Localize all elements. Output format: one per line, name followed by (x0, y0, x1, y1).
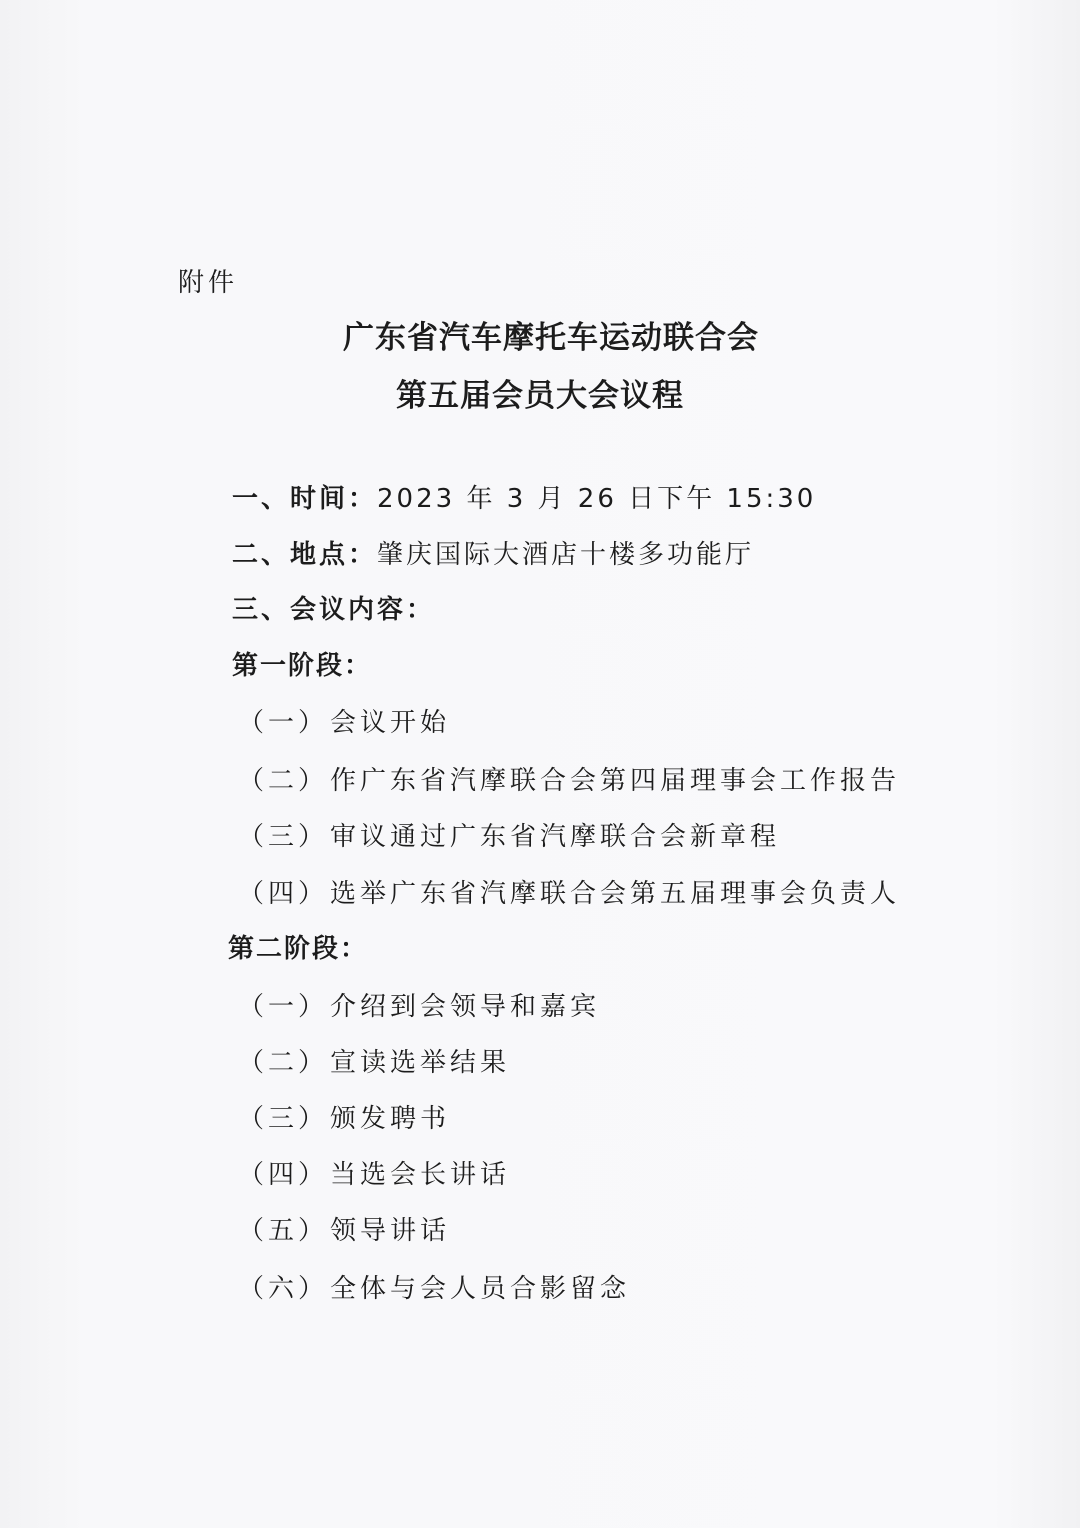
item-text: 作广东省汽摩联合会第四届理事会工作报告 (330, 766, 901, 796)
item-number: （三） (238, 822, 329, 852)
item-text: 全体与会人员合影留念 (330, 1274, 631, 1304)
meeting-time-label: 一、时间： (232, 484, 378, 514)
item-number: （四） (238, 1160, 329, 1190)
item-text: 宣读选举结果 (330, 1048, 511, 1078)
stage-1-item (238, 816, 780, 853)
meeting-content-label: 三、会议内容： (232, 595, 436, 625)
item-text: 选举广东省汽摩联合会第五届理事会负责人 (330, 879, 901, 909)
stage-1-item (238, 873, 900, 910)
item-number: （六） (238, 1274, 329, 1304)
meeting-time (232, 478, 816, 515)
item-text: 会议开始 (330, 708, 451, 738)
item-text: 介绍到会领导和嘉宾 (330, 992, 601, 1022)
meeting-time-value: 2023 年 3 月 26 日下午 15:30 (377, 484, 817, 514)
meeting-place-value: 肇庆国际大酒店十楼多功能厅 (377, 540, 755, 570)
stage-2-item (238, 1210, 450, 1247)
stage-2-item (238, 1268, 630, 1305)
item-text: 领导讲话 (330, 1216, 451, 1246)
stage-2-item (238, 1042, 510, 1079)
item-text: 当选会长讲话 (330, 1160, 511, 1190)
attachment-label: 附件 (178, 268, 239, 298)
item-number: （一） (238, 992, 329, 1022)
document-title-line-1: 广东省汽车摩托车运动联合会 (343, 320, 759, 356)
stage-2-item (238, 986, 600, 1023)
item-number: （五） (238, 1216, 329, 1246)
stage-1-item (238, 760, 900, 797)
item-text: 颁发聘书 (330, 1104, 451, 1134)
item-number: （二） (238, 766, 329, 796)
stage-2-item (238, 1098, 450, 1135)
meeting-place-label: 二、地点： (232, 540, 378, 570)
stage-2-heading: 第二阶段： (228, 934, 369, 964)
meeting-content-heading (232, 589, 435, 626)
stage-1-heading: 第一阶段： (232, 651, 373, 681)
item-number: （二） (238, 1048, 329, 1078)
document-title-line-2: 第五届会员大会议程 (396, 378, 684, 414)
item-number: （三） (238, 1104, 329, 1134)
meeting-place (232, 534, 754, 571)
item-number: （一） (238, 708, 329, 738)
item-number: （四） (238, 879, 329, 909)
stage-1-item (238, 702, 450, 739)
stage-2-item (238, 1154, 510, 1191)
item-text: 审议通过广东省汽摩联合会新章程 (330, 822, 781, 852)
